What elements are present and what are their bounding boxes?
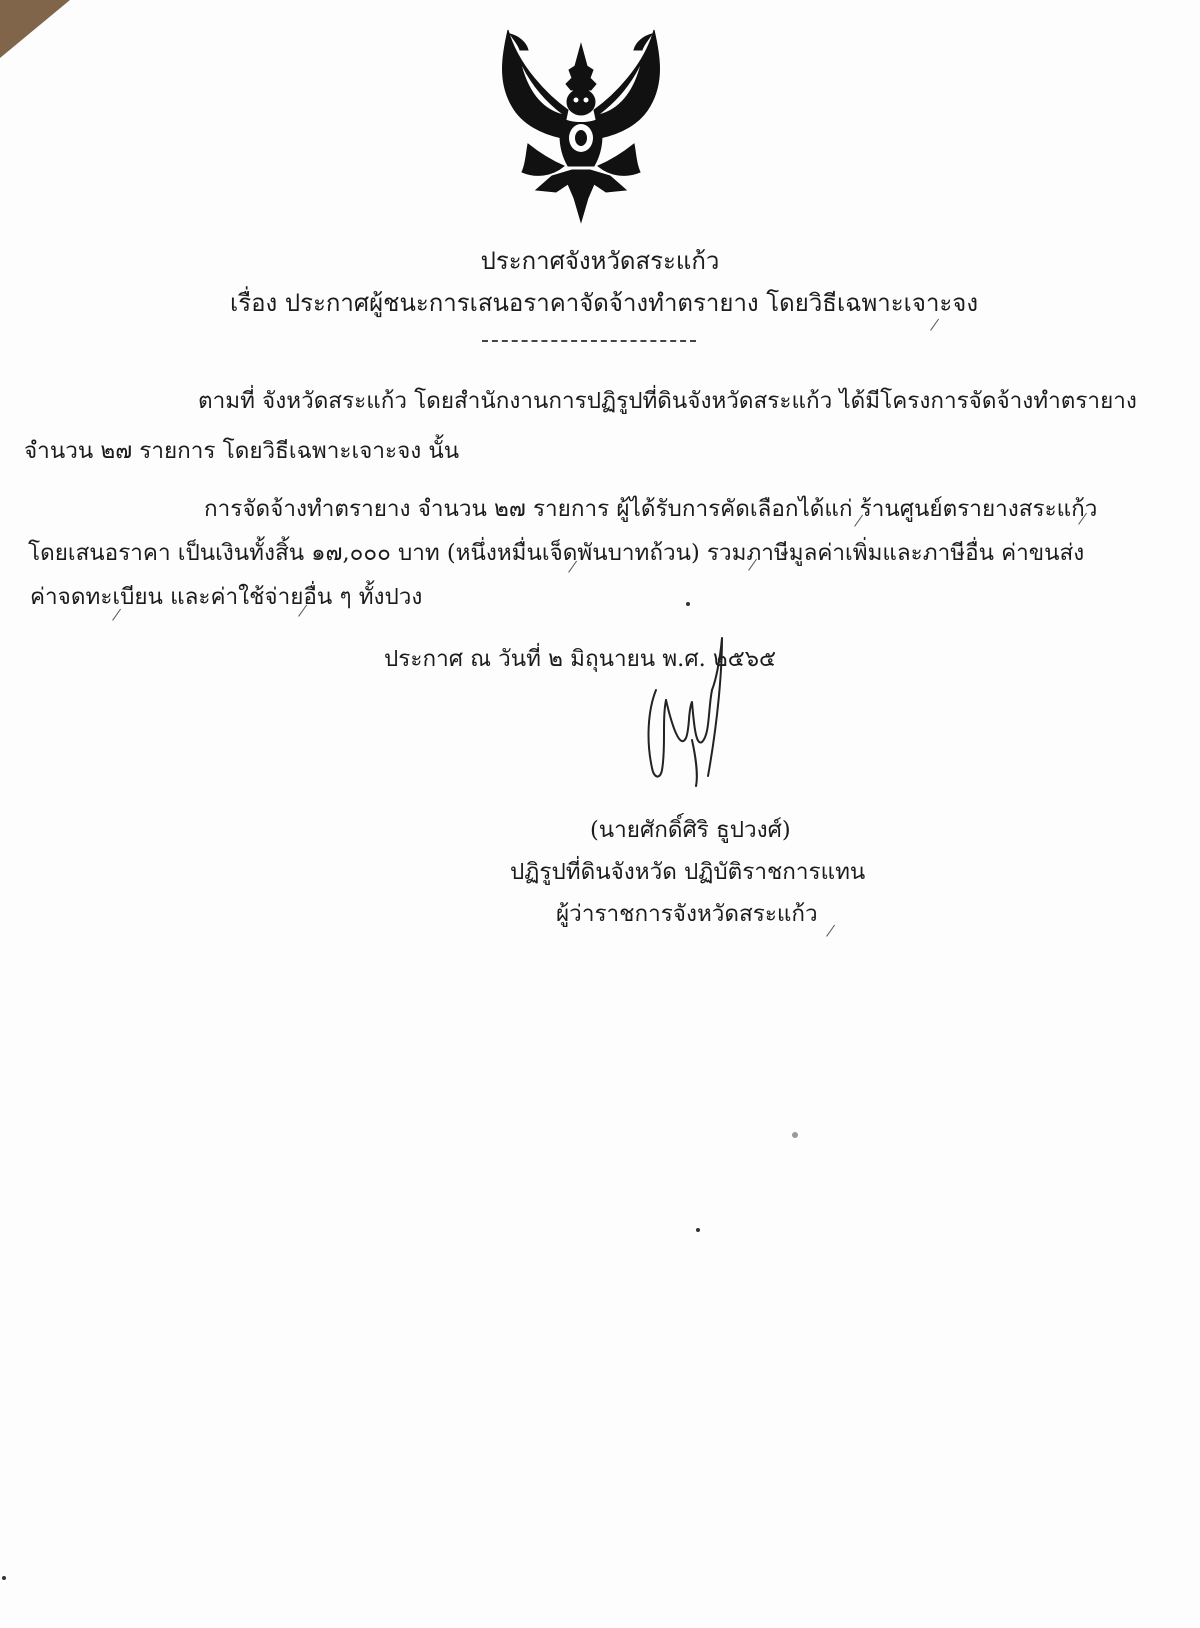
initial-mark xyxy=(826,925,836,938)
signatory-position-1: ปฏิรูปที่ดินจังหวัด ปฏิบัติราชการแทน xyxy=(510,859,866,885)
garuda-emblem-icon xyxy=(488,26,674,230)
issuer-title: ประกาศจังหวัดสระแก้ว xyxy=(480,247,720,275)
initial-mark xyxy=(930,319,940,332)
corner-stain xyxy=(0,0,70,58)
subject-line: เรื่อง ประกาศผู้ชนะการเสนอราคาจัดจ้างทำตรายาง โดยวิธีเฉพาะเจาะจง xyxy=(230,289,979,317)
signatory-position-2: ผู้ว่าราชการจังหวัดสระแก้ว xyxy=(556,901,818,927)
separator-rule xyxy=(482,340,696,342)
ink-speck xyxy=(686,602,690,606)
announcement-date: ประกาศ ณ วันที่ ๒ มิถุนายน พ.ศ. ๒๕๖๕ xyxy=(384,646,777,672)
signatory-name: (นายศักดิ์ศิริ ธูปวงศ์) xyxy=(590,817,791,843)
paragraph-1-line-2: จำนวน ๒๗ รายการ โดยวิธีเฉพาะเจาะจง นั้น xyxy=(24,438,460,464)
paragraph-2-line-1: การจัดจ้างทำตรายาง จำนวน ๒๗ รายการ ผู้ได้รับการคัดเลือกได้แก่ ร้านศูนย์ตรายางสระแก้ว xyxy=(204,496,1098,522)
ink-speck xyxy=(2,1576,6,1580)
ink-speck xyxy=(696,1228,700,1232)
paragraph-2-line-3: ค่าจดทะเบียน และค่าใช้จ่ายอื่น ๆ ทั้งปวง xyxy=(30,584,423,610)
ink-speck xyxy=(792,1132,798,1138)
handwritten-signature xyxy=(636,630,746,790)
paragraph-2-line-2: โดยเสนอราคา เป็นเงินทั้งสิ้น ๑๗,๐๐๐ บาท (หนึ่งหมื่นเจ็ดพันบาทถ้วน) รวมภาษีมูลค่าเพิ่มและภาษีอื่น ค่าขนส่ง xyxy=(28,540,1085,566)
paragraph-1-line-1: ตามที่ จังหวัดสระแก้ว โดยสำนักงานการปฏิรูปที่ดินจังหวัดสระแก้ว ได้มีโครงการจัดจ้างทำตรายาง xyxy=(198,388,1137,414)
